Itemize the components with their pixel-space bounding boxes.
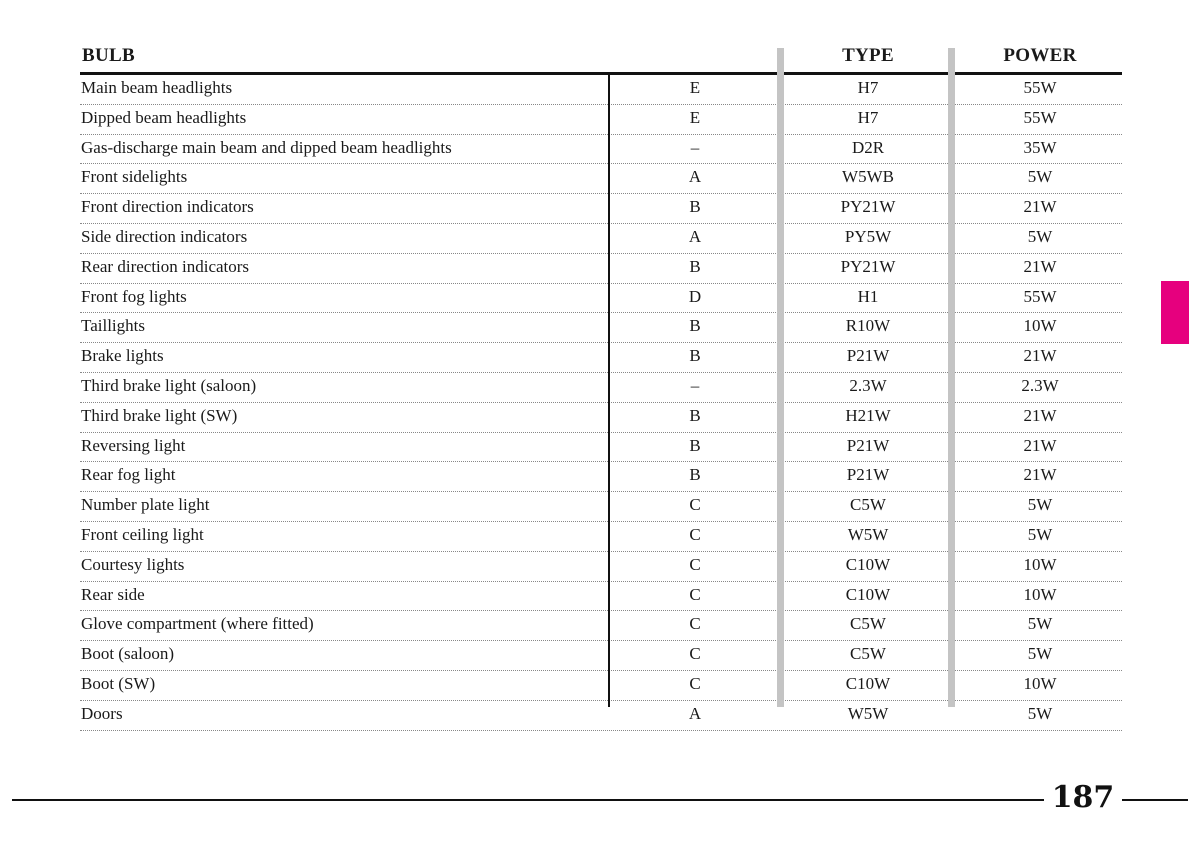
bulb-table — [80, 42, 1122, 731]
column-separator-power — [948, 48, 955, 707]
bulb-name: Gas-discharge main beam and dipped beam headlights — [81, 137, 452, 157]
section-tab-marker — [1161, 281, 1189, 344]
bulb-type: R10W — [845, 316, 891, 336]
bulb-type: H7 — [857, 107, 879, 127]
bulb-type: P21W — [846, 465, 890, 485]
socket-code: B — [689, 197, 701, 217]
table-row — [80, 135, 1122, 165]
table-header — [80, 42, 1122, 75]
table-row — [80, 75, 1122, 105]
table-row — [80, 552, 1122, 582]
socket-code: E — [689, 107, 701, 127]
bulb-power: 5W — [1027, 226, 1053, 246]
bulb-name: Rear side — [81, 584, 145, 604]
table-row — [80, 224, 1122, 254]
page-number: 187 — [1051, 780, 1115, 815]
bulb-power: 5W — [1027, 614, 1053, 634]
bulb-power: 2.3W — [1021, 375, 1059, 395]
bulb-power: 21W — [1023, 256, 1057, 276]
socket-code: D — [688, 286, 702, 306]
socket-code: C — [689, 584, 701, 604]
bulb-type: H1 — [857, 286, 879, 306]
bulb-name: Reversing light — [81, 435, 186, 455]
bulb-name: Rear direction indicators — [81, 256, 250, 276]
bulb-type: C10W — [845, 554, 891, 574]
bulb-name: Taillights — [81, 316, 145, 336]
bulb-type: C5W — [850, 614, 886, 634]
bulb-name: Third brake light (saloon) — [81, 375, 257, 395]
table-row — [80, 105, 1122, 135]
bulb-type: C10W — [845, 673, 891, 693]
table-row — [80, 522, 1122, 552]
bulb-name: Front sidelights — [81, 167, 188, 187]
bulb-type: C5W — [850, 644, 886, 664]
bulb-power: 55W — [1023, 107, 1057, 127]
socket-code: A — [688, 703, 702, 723]
bulb-name: Main beam headlights — [81, 78, 233, 97]
bulb-power: 21W — [1023, 405, 1057, 425]
header-type: TYPE — [842, 45, 894, 66]
bulb-power: 10W — [1023, 554, 1057, 574]
table-row — [80, 254, 1122, 284]
table-row — [80, 582, 1122, 612]
socket-code: A — [688, 167, 702, 187]
bulb-type: H7 — [857, 78, 879, 97]
socket-code: B — [689, 435, 701, 455]
socket-code: – — [690, 375, 700, 395]
bulb-type: W5W — [847, 703, 889, 723]
socket-code: C — [689, 673, 701, 693]
socket-code: C — [689, 644, 701, 664]
table-row — [80, 313, 1122, 343]
bulb-power: 55W — [1023, 78, 1057, 97]
bulb-power: 5W — [1027, 495, 1053, 515]
bulb-power: 10W — [1023, 316, 1057, 336]
bulb-type: P21W — [846, 435, 890, 455]
table-row — [80, 284, 1122, 314]
header-power: POWER — [1003, 45, 1077, 66]
socket-code: B — [689, 256, 701, 276]
bulb-name: Brake lights — [81, 346, 164, 366]
footer-rule-right — [1122, 799, 1188, 801]
bulb-power: 35W — [1023, 137, 1057, 157]
bulb-power: 5W — [1027, 644, 1053, 664]
socket-code: C — [689, 554, 701, 574]
bulb-name: Glove compartment (where fitted) — [81, 614, 314, 634]
bulb-name: Dipped beam headlights — [81, 107, 247, 127]
bulb-name: Doors — [81, 703, 123, 723]
bulb-type: C10W — [845, 584, 891, 604]
socket-code: C — [689, 524, 701, 544]
bulb-power: 5W — [1027, 524, 1053, 544]
bulb-type: 2.3W — [849, 375, 887, 395]
bulb-power: 21W — [1023, 435, 1057, 455]
table-row — [80, 671, 1122, 701]
socket-code: B — [689, 316, 701, 336]
bulb-power: 10W — [1023, 673, 1057, 693]
bulb-type: D2R — [851, 137, 885, 157]
table-row — [80, 641, 1122, 671]
bulb-name: Rear fog light — [81, 465, 176, 485]
table-row — [80, 164, 1122, 194]
bulb-power: 5W — [1027, 167, 1053, 187]
bulb-name: Front direction indicators — [81, 197, 254, 217]
table-row — [80, 343, 1122, 373]
bulb-name: Side direction indicators — [81, 226, 248, 246]
socket-code: C — [689, 495, 701, 515]
table-row — [80, 194, 1122, 224]
bulb-type: PY5W — [844, 226, 892, 246]
table-row — [80, 611, 1122, 641]
bulb-power: 21W — [1023, 197, 1057, 217]
bulb-name: Boot (SW) — [81, 673, 156, 693]
bulb-name: Front fog lights — [81, 286, 187, 306]
table-row — [80, 433, 1122, 463]
bulb-name: Courtesy lights — [81, 554, 185, 574]
socket-code: C — [689, 614, 701, 634]
bulb-power: 21W — [1023, 346, 1057, 366]
socket-code: B — [689, 465, 701, 485]
column-separator-bulb — [608, 75, 610, 707]
table-row — [80, 701, 1122, 731]
bulb-type: H21W — [845, 405, 891, 425]
bulb-type: C5W — [850, 495, 886, 515]
socket-code: B — [689, 405, 701, 425]
bulb-name: Boot (saloon) — [81, 644, 175, 664]
bulb-type: PY21W — [840, 197, 896, 217]
bulb-name: Third brake light (SW) — [81, 405, 238, 425]
bulb-power: 5W — [1027, 703, 1053, 723]
table-row — [80, 403, 1122, 433]
bulb-type: P21W — [846, 346, 890, 366]
bulb-power: 10W — [1023, 584, 1057, 604]
socket-code: A — [688, 226, 702, 246]
table-row — [80, 462, 1122, 492]
socket-code: B — [689, 346, 701, 366]
socket-code: – — [690, 137, 700, 157]
socket-code: E — [689, 78, 701, 97]
bulb-type: PY21W — [840, 256, 896, 276]
table-row — [80, 373, 1122, 403]
bulb-name: Number plate light — [81, 495, 210, 515]
header-bulb: BULB — [82, 45, 135, 66]
bulb-type: W5WB — [842, 167, 894, 187]
bulb-name: Front ceiling light — [81, 524, 204, 544]
table-body — [80, 75, 1122, 731]
bulb-type: W5W — [847, 524, 889, 544]
column-separator-type — [777, 48, 784, 707]
bulb-power: 21W — [1023, 465, 1057, 485]
bulb-power: 55W — [1023, 286, 1057, 306]
table-row — [80, 492, 1122, 522]
footer-rule-left — [12, 799, 1044, 801]
